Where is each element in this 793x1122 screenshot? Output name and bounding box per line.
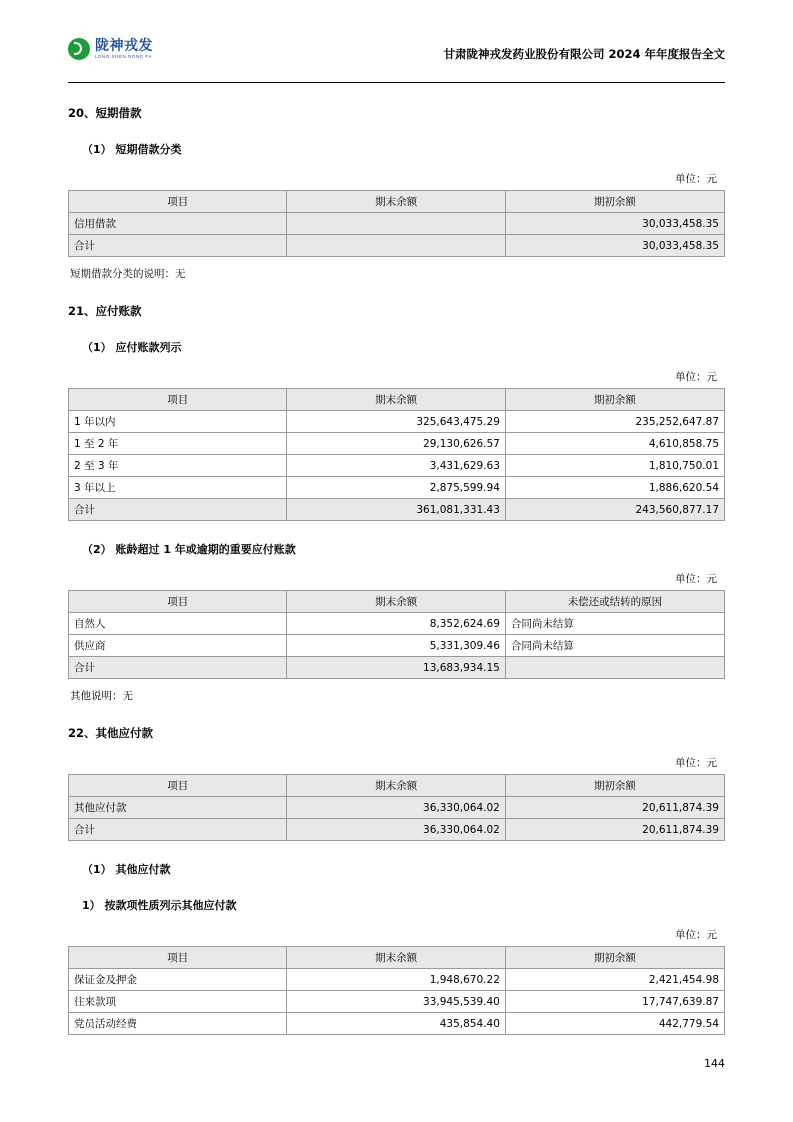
cell-end-balance: 435,854.40 (287, 1013, 505, 1035)
column-header-reason: 未偿还或结转的原因 (505, 591, 724, 613)
column-header-end-balance: 期末余额 (287, 191, 505, 213)
table-row (69, 213, 725, 235)
table-row (69, 411, 725, 433)
cell-end-balance: 2,875,599.94 (287, 477, 505, 499)
cell-item: 3 年以上 (69, 477, 287, 499)
logo-chinese-name: 陇神戎发 (95, 37, 153, 54)
company-logo (68, 38, 153, 60)
note-short-term-loans: 短期借款分类的说明：无 (70, 268, 186, 280)
table-header-row (69, 389, 725, 411)
subheading-accounts-payable-list: （1） 应付账款列示 (82, 341, 182, 354)
table-other-payables-summary (68, 774, 725, 841)
cell-item: 保证金及押金 (69, 969, 287, 991)
cell-end-balance: 325,643,475.29 (287, 411, 505, 433)
page-number: 144 (704, 1057, 725, 1070)
column-header-begin-balance: 期初余额 (505, 191, 724, 213)
cell-item: 供应商 (69, 635, 287, 657)
header-divider (68, 82, 725, 83)
table-row-total (69, 819, 725, 841)
unit-label-1: 单位：元 (675, 173, 717, 185)
cell-item: 往来款项 (69, 991, 287, 1013)
cell-end-balance: 3,431,629.63 (287, 455, 505, 477)
cell-begin-balance: 17,747,639.87 (505, 991, 724, 1013)
table-row (69, 477, 725, 499)
cell-reason: 合同尚未结算 (505, 613, 724, 635)
cell-begin-balance: 235,252,647.87 (505, 411, 724, 433)
subheading-other-payables: （1） 其他应付款 (82, 863, 171, 876)
cell-end-balance: 1,948,670.22 (287, 969, 505, 991)
column-header-end-balance: 期末余额 (287, 947, 505, 969)
cell-end-balance: 36,330,064.02 (287, 797, 505, 819)
table-overdue-payables (68, 590, 725, 679)
cell-end-balance: 13,683,934.15 (287, 657, 505, 679)
table-other-payables-by-nature (68, 946, 725, 1035)
table-row (69, 1013, 725, 1035)
table-header-row (69, 191, 725, 213)
subheading-other-payables-by-nature: 1） 按款项性质列示其他应付款 (82, 899, 237, 912)
cell-end-balance: 29,130,626.57 (287, 433, 505, 455)
cell-begin-balance: 30,033,458.35 (505, 213, 724, 235)
column-header-item: 项目 (69, 591, 287, 613)
table-short-term-loans (68, 190, 725, 257)
cell-end-balance: 5,331,309.46 (287, 635, 505, 657)
cell-reason (505, 657, 724, 679)
column-header-begin-balance: 期初余额 (505, 775, 724, 797)
table-row-total (69, 499, 725, 521)
cell-item: 合计 (69, 819, 287, 841)
cell-item: 2 至 3 年 (69, 455, 287, 477)
cell-begin-balance: 2,421,454.98 (505, 969, 724, 991)
logo-pinyin-name: LONG SHEN RONG FA (95, 53, 153, 59)
table-row (69, 613, 725, 635)
table-row (69, 433, 725, 455)
subheading-loan-classification: （1） 短期借款分类 (82, 143, 182, 156)
table-header-row (69, 591, 725, 613)
cell-begin-balance: 4,610,858.75 (505, 433, 724, 455)
cell-item: 合计 (69, 235, 287, 257)
page-content (68, 34, 725, 1035)
unit-label-5: 单位：元 (675, 929, 717, 941)
cell-begin-balance: 243,560,877.17 (505, 499, 724, 521)
table-row (69, 455, 725, 477)
column-header-end-balance: 期末余额 (287, 775, 505, 797)
table-row (69, 969, 725, 991)
table-row-total (69, 657, 725, 679)
section-heading-short-term-loans: 20、短期借款 (68, 106, 142, 120)
cell-end-balance: 361,081,331.43 (287, 499, 505, 521)
cell-begin-balance: 20,611,874.39 (505, 819, 724, 841)
logo-text (95, 39, 153, 59)
cell-item: 信用借款 (69, 213, 287, 235)
cell-item: 党员活动经费 (69, 1013, 287, 1035)
column-header-begin-balance: 期初余额 (505, 389, 724, 411)
table-accounts-payable (68, 388, 725, 521)
leaf-logo-icon (68, 38, 90, 60)
column-header-item: 项目 (69, 775, 287, 797)
column-header-end-balance: 期末余额 (287, 389, 505, 411)
cell-item: 1 年以内 (69, 411, 287, 433)
cell-end-balance: 8,352,624.69 (287, 613, 505, 635)
cell-end-balance (287, 213, 505, 235)
cell-begin-balance: 442,779.54 (505, 1013, 724, 1035)
cell-reason: 合同尚未结算 (505, 635, 724, 657)
column-header-item: 项目 (69, 191, 287, 213)
cell-begin-balance: 1,886,620.54 (505, 477, 724, 499)
cell-item: 合计 (69, 657, 287, 679)
cell-item: 1 至 2 年 (69, 433, 287, 455)
table-header-row (69, 775, 725, 797)
column-header-item: 项目 (69, 947, 287, 969)
unit-label-3: 单位：元 (675, 573, 717, 585)
table-row (69, 991, 725, 1013)
cell-end-balance: 36,330,064.02 (287, 819, 505, 841)
column-header-end-balance: 期末余额 (287, 591, 505, 613)
column-header-begin-balance: 期初余额 (505, 947, 724, 969)
cell-item: 合计 (69, 499, 287, 521)
section-heading-accounts-payable: 21、应付账款 (68, 304, 142, 318)
table-row (69, 635, 725, 657)
cell-end-balance (287, 235, 505, 257)
cell-begin-balance: 1,810,750.01 (505, 455, 724, 477)
subheading-overdue-payables: （2） 账龄超过 1 年或逾期的重要应付账款 (82, 543, 296, 556)
table-header-row (69, 947, 725, 969)
page-header (68, 34, 725, 80)
unit-label-4: 单位：元 (675, 757, 717, 769)
table-row-total (69, 235, 725, 257)
section-heading-other-payables: 22、其他应付款 (68, 726, 154, 740)
cell-begin-balance: 20,611,874.39 (505, 797, 724, 819)
unit-label-2: 单位：元 (675, 371, 717, 383)
cell-item: 其他应付款 (69, 797, 287, 819)
note-overdue-payables: 其他说明：无 (70, 690, 133, 702)
cell-end-balance: 33,945,539.40 (287, 991, 505, 1013)
column-header-item: 项目 (69, 389, 287, 411)
table-row (69, 797, 725, 819)
cell-item: 自然人 (69, 613, 287, 635)
cell-begin-balance: 30,033,458.35 (505, 235, 724, 257)
report-title: 甘肃陇神戎发药业股份有限公司 2024 年年度报告全文 (443, 47, 725, 61)
